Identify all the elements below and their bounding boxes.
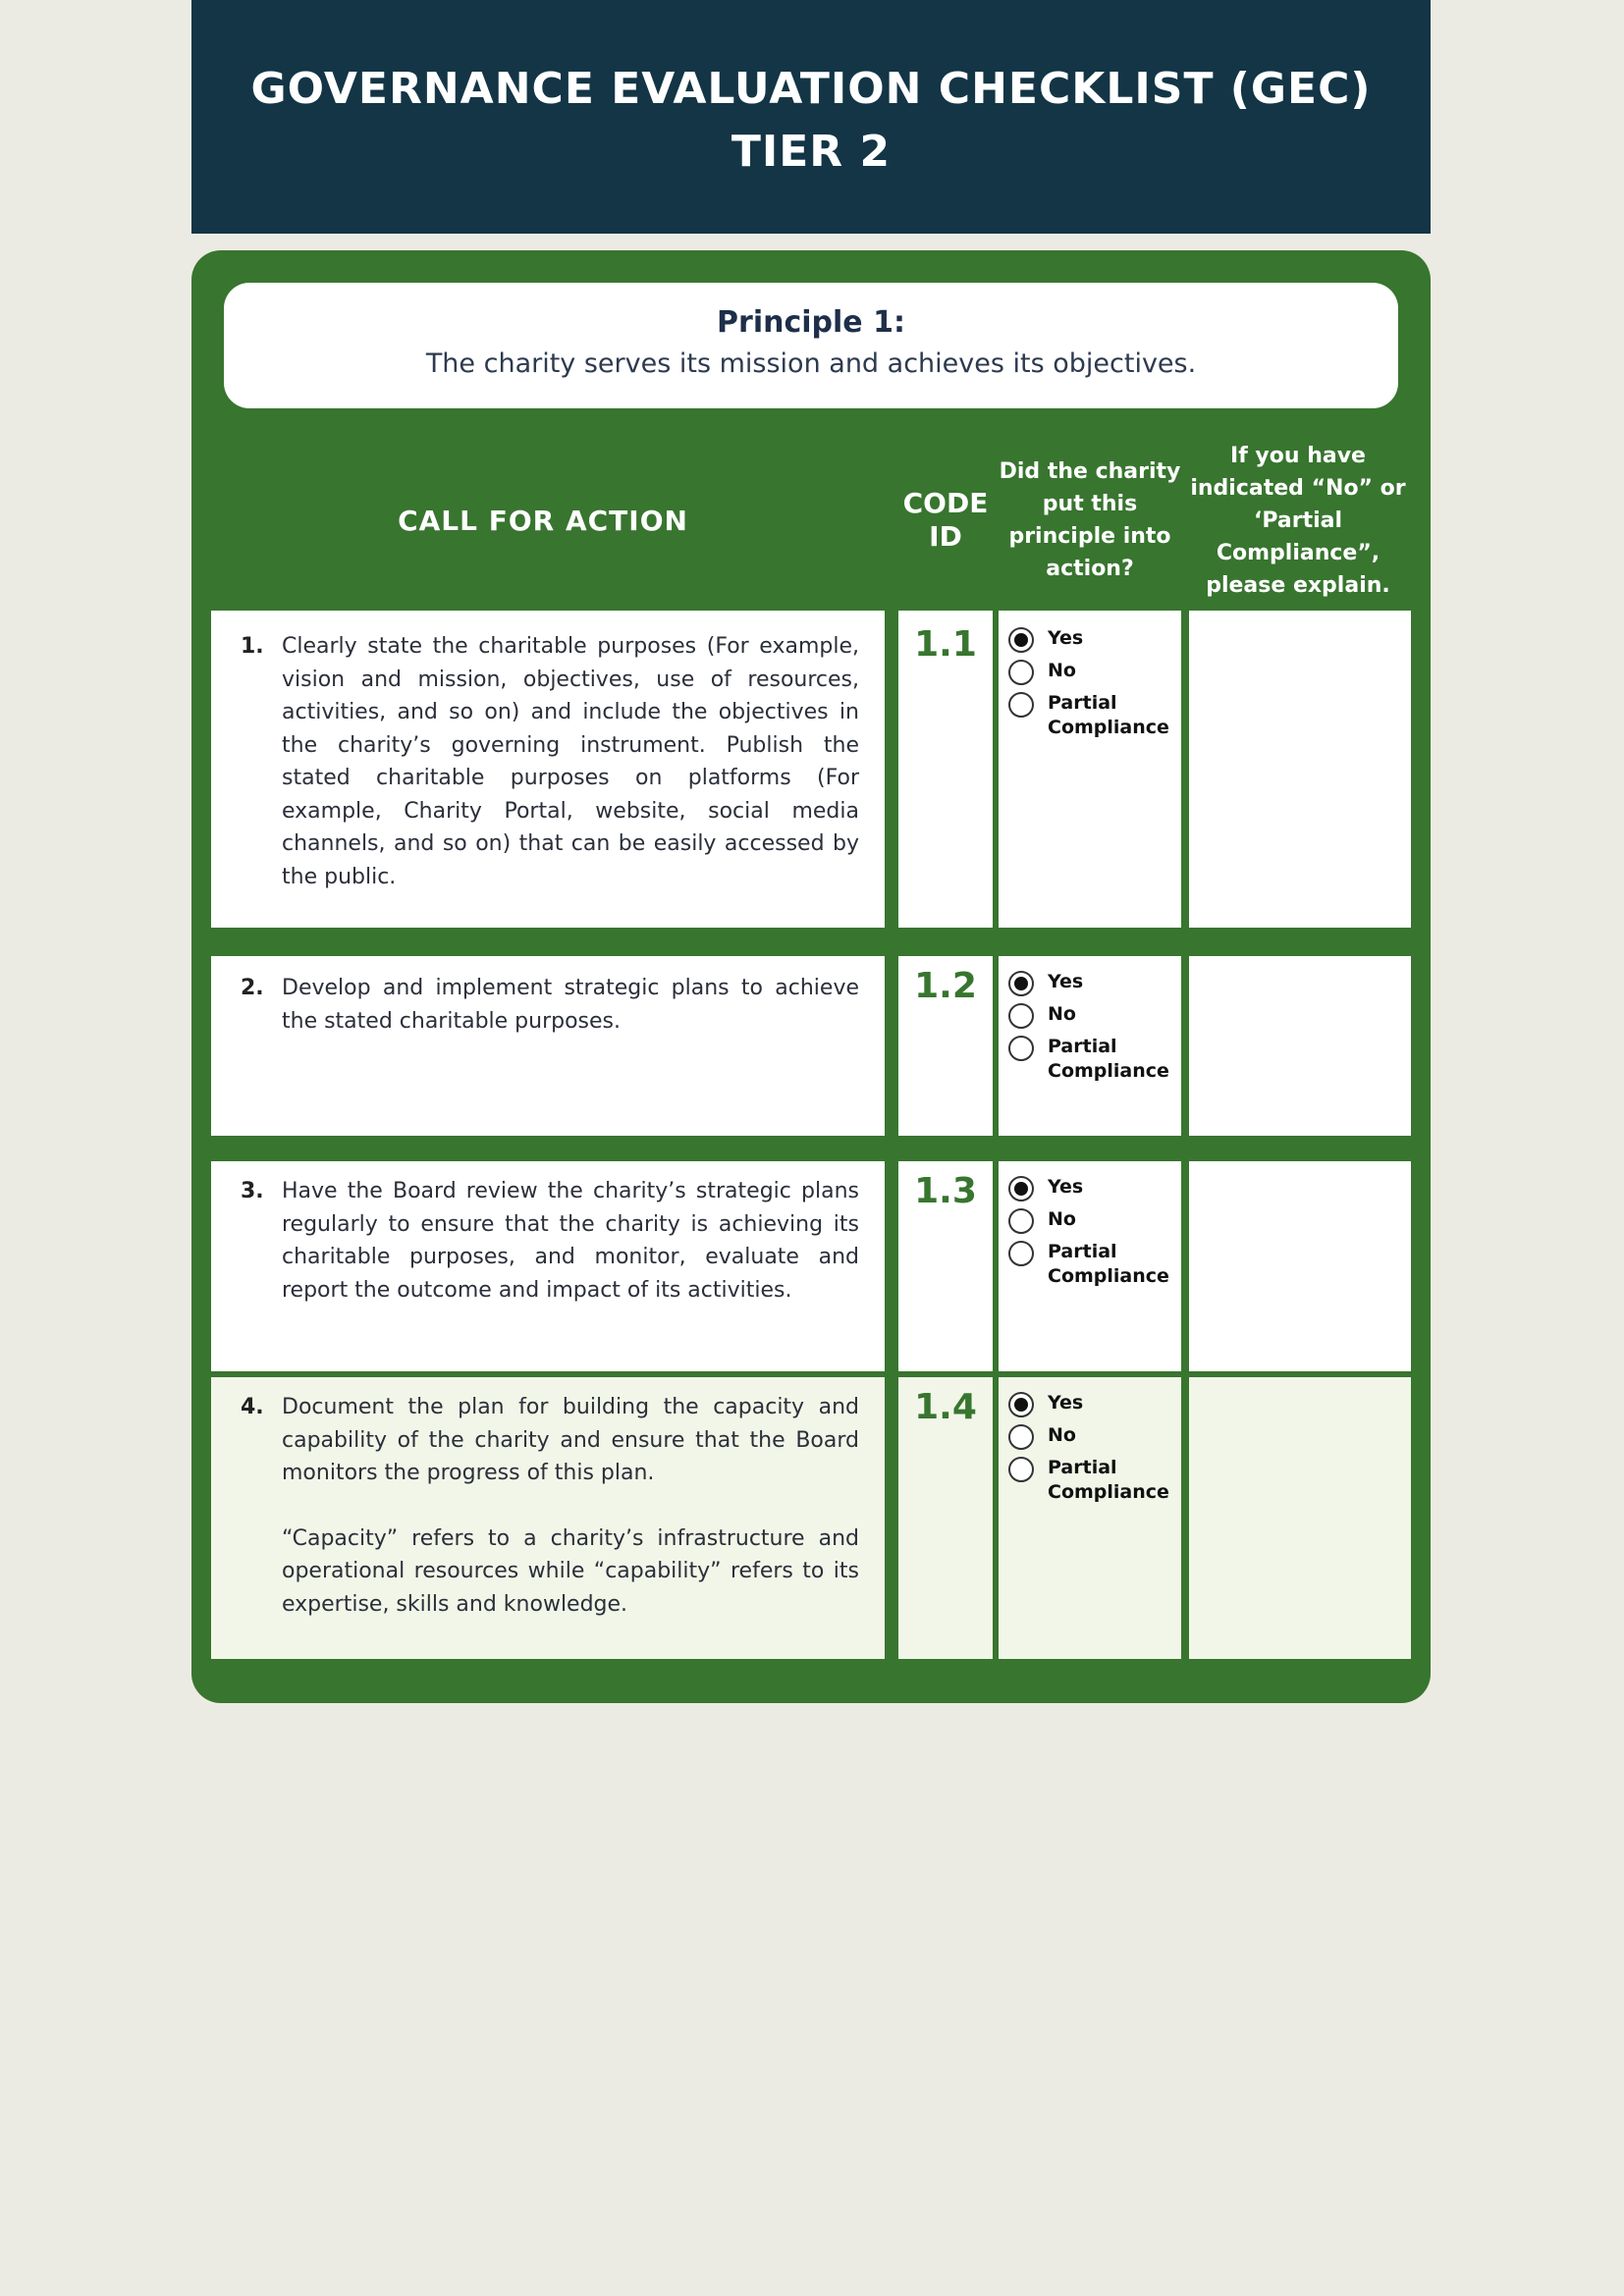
- radio-partial-compliance[interactable]: [1008, 1036, 1034, 1061]
- option-label: Partial Compliance: [1048, 1457, 1169, 1503]
- table-row-action-cell: [211, 1377, 885, 1659]
- item-text: Document the plan for building the capacity and capability of the charity and ensure that the Board monitors the progress of this plan.: [282, 1395, 859, 1485]
- explanation-field[interactable]: [1189, 1377, 1411, 1659]
- principle-box: [224, 283, 1398, 408]
- list-item: [241, 630, 859, 893]
- code-id-cell: 1.1: [898, 611, 993, 928]
- radio-no[interactable]: [1008, 1003, 1034, 1029]
- option-partial-compliance[interactable]: [1008, 1456, 1181, 1505]
- compliance-options: [999, 1377, 1181, 1659]
- option-label: Partial Compliance: [1048, 692, 1169, 738]
- table-row-action-cell: [211, 956, 885, 1136]
- table-row-action-cell: [211, 1161, 885, 1371]
- option-partial-compliance[interactable]: [1008, 1035, 1181, 1084]
- item-number: 3.: [241, 1179, 264, 1203]
- radio-no[interactable]: [1008, 660, 1034, 685]
- document-header: [191, 0, 1431, 234]
- item-number: 1.: [241, 634, 264, 659]
- radio-no[interactable]: [1008, 1424, 1034, 1450]
- option-label: Yes: [1048, 627, 1084, 649]
- principle-title: Principle 1:: [717, 305, 905, 340]
- column-header-please-explain: If you have indicated “No” or ‘Partial Compliance”, please explain.: [1190, 443, 1406, 598]
- table-row-action-cell: [211, 611, 885, 928]
- code-id-cell: 1.2: [898, 956, 993, 1136]
- code-id-cell: 1.4: [898, 1377, 993, 1659]
- explanation-field[interactable]: [1189, 956, 1411, 1136]
- option-no[interactable]: [1008, 1207, 1181, 1234]
- item-number: 2.: [241, 976, 264, 1000]
- radio-no[interactable]: [1008, 1208, 1034, 1234]
- compliance-options: [999, 611, 1181, 928]
- radio-yes-selected[interactable]: [1008, 971, 1034, 996]
- option-label: No: [1048, 1424, 1076, 1446]
- list-item: [241, 972, 859, 1038]
- radio-yes-selected[interactable]: [1008, 1176, 1034, 1201]
- item-text: Clearly state the charitable purposes (For example, vision and mission, objectives, use of resources, activities, and so on) and include the objectives in the charity’s governing instrument. Publish the stated charitable purposes on platforms (For example, Charity Portal, website, social media channels, and so on) that can be easily accessed by the public.: [282, 634, 859, 889]
- option-partial-compliance[interactable]: [1008, 691, 1181, 740]
- column-header-code-id: CODE ID: [902, 487, 989, 553]
- option-partial-compliance[interactable]: [1008, 1240, 1181, 1289]
- column-header-call-for-action: CALL FOR ACTION: [398, 504, 688, 537]
- explanation-field[interactable]: [1189, 1161, 1411, 1371]
- option-yes[interactable]: [1008, 1391, 1181, 1417]
- radio-partial-compliance[interactable]: [1008, 1457, 1034, 1482]
- item-text: Have the Board review the charity’s strategic plans regularly to ensure that the charity is achieving its charitable purposes, and monitor, evaluate and report the outcome and impact of its activities.: [282, 1179, 859, 1303]
- principle-statement: The charity serves its mission and achieves its objectives.: [425, 348, 1197, 379]
- radio-yes-selected[interactable]: [1008, 627, 1034, 653]
- explanation-field[interactable]: [1189, 611, 1411, 928]
- option-label: Partial Compliance: [1048, 1036, 1169, 1082]
- option-no[interactable]: [1008, 1002, 1181, 1029]
- option-no[interactable]: [1008, 659, 1181, 685]
- list-item: [241, 1175, 859, 1307]
- principle-panel: [191, 250, 1431, 1703]
- document-title-line-2: TIER 2: [731, 127, 892, 177]
- compliance-options: [999, 956, 1181, 1136]
- option-yes[interactable]: [1008, 1175, 1181, 1201]
- option-label: Partial Compliance: [1048, 1241, 1169, 1287]
- radio-partial-compliance[interactable]: [1008, 692, 1034, 718]
- option-label: Yes: [1048, 1176, 1084, 1198]
- option-no[interactable]: [1008, 1423, 1181, 1450]
- column-header-did-the-charity: Did the charity put this principle into action?: [999, 459, 1181, 581]
- item-text: Develop and implement strategic plans to achieve the stated charitable purposes.: [282, 976, 859, 1034]
- option-label: No: [1048, 1208, 1076, 1230]
- document-title-line-1: GOVERNANCE EVALUATION CHECKLIST (GEC): [250, 64, 1372, 114]
- option-label: No: [1048, 1003, 1076, 1025]
- radio-partial-compliance[interactable]: [1008, 1241, 1034, 1266]
- compliance-options: [999, 1161, 1181, 1371]
- option-label: No: [1048, 660, 1076, 681]
- option-yes[interactable]: [1008, 626, 1181, 653]
- list-item: [241, 1391, 859, 1621]
- option-label: Yes: [1048, 971, 1084, 992]
- option-label: Yes: [1048, 1392, 1084, 1414]
- item-number: 4.: [241, 1395, 264, 1419]
- item-text-note: “Capacity” refers to a charity’s infrastructure and operational resources while “capability” refers to its expertise, skills and knowledge.: [282, 1525, 859, 1617]
- option-yes[interactable]: [1008, 970, 1181, 996]
- code-id-cell: 1.3: [898, 1161, 993, 1371]
- radio-yes-selected[interactable]: [1008, 1392, 1034, 1417]
